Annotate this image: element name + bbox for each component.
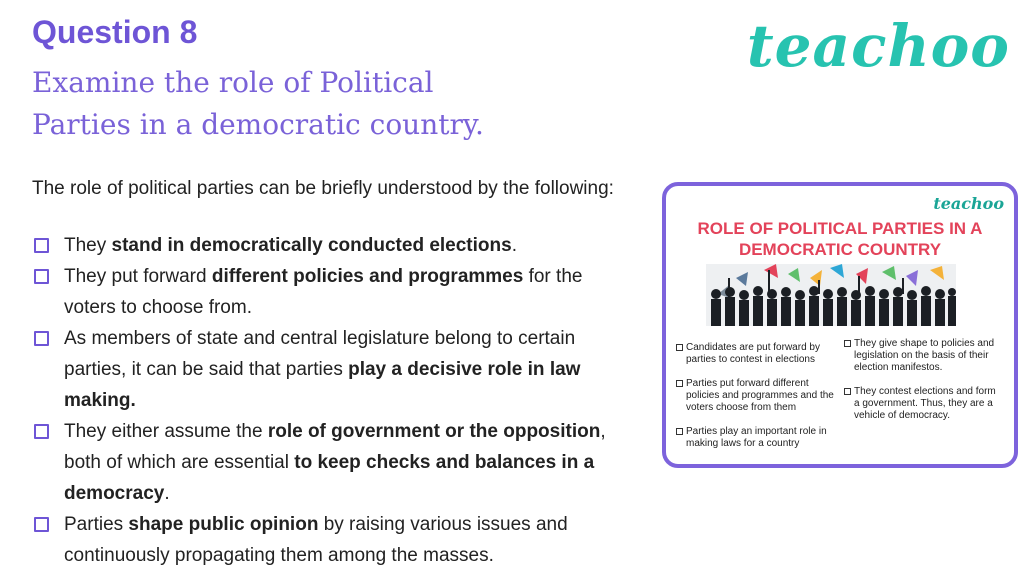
answer-point [32, 323, 632, 416]
point-text: by raising various issues and continuously propagating them among the masses. [64, 514, 568, 566]
crowd-illustration [706, 264, 956, 326]
card-brand-logo: teachoo [933, 194, 1004, 213]
checkbox-bullet-icon [34, 238, 49, 253]
emphasis-text: to keep checks and balances in a democracy [64, 452, 595, 504]
question-line: Parties in a democratic country. [32, 108, 484, 141]
answer-points [32, 230, 632, 571]
point-text: They [64, 235, 112, 256]
card-title [666, 218, 1014, 260]
checkbox-bullet-icon [34, 269, 49, 284]
card-right-column [844, 338, 1004, 434]
point-text: . [164, 483, 170, 504]
point-text: . [511, 235, 517, 256]
card-item-text: Candidates are put forward by parties to contest in elections [686, 342, 820, 365]
card-list-item [676, 342, 836, 366]
card-title-line: DEMOCRATIC COUNTRY [738, 240, 942, 259]
question-heading: Question 8 [32, 14, 198, 50]
card-item-text: They give shape to policies and legislation on the basis of their election manifestos. [854, 338, 995, 373]
point-text: They put forward [64, 266, 212, 287]
infographic-card [662, 182, 1018, 468]
checkbox-bullet-icon [34, 424, 49, 439]
checkbox-bullet-icon [676, 428, 683, 435]
emphasis-text: stand in democratically conducted elections [111, 235, 512, 256]
emphasis-text: play a decisive role in law making. [64, 359, 581, 411]
card-list-item [676, 426, 836, 450]
answer-point [32, 509, 632, 571]
card-item-text: Parties put forward different policies and programmes and the voters choose from them [686, 378, 834, 413]
emphasis-text: shape public opinion [128, 514, 319, 535]
point-text: , both of which are essential [64, 421, 606, 473]
answer-point [32, 416, 632, 509]
checkbox-bullet-icon [34, 517, 49, 532]
intro-text: The role of political parties can be briefly understood by the following: [32, 178, 614, 199]
point-text: Parties [64, 514, 129, 535]
card-left-column [676, 342, 836, 462]
question-line: Examine the role of Political [32, 66, 434, 99]
card-list-item [844, 338, 1004, 374]
card-list-item [676, 378, 836, 414]
card-item-text: Parties play an important role in making laws for a country [686, 426, 827, 449]
card-title-line: ROLE OF POLITICAL PARTIES IN A [697, 219, 983, 238]
checkbox-bullet-icon [676, 380, 683, 387]
checkbox-bullet-icon [844, 388, 851, 395]
checkbox-bullet-icon [34, 331, 49, 346]
checkbox-bullet-icon [844, 340, 851, 347]
emphasis-text: role of government or the opposition [267, 421, 601, 442]
emphasis-text: different policies and programmes [211, 266, 524, 287]
answer-point [32, 230, 632, 261]
answer-point [32, 261, 632, 323]
checkbox-bullet-icon [676, 344, 683, 351]
point-text: They either assume the [64, 421, 268, 442]
card-list-item [844, 386, 1004, 422]
point-text: As members of state and central legislature belong to certain parties, it can be said that parties [64, 328, 576, 380]
card-item-text: They contest elections and form a government. Thus, they are a vehicle of democracy. [854, 386, 996, 421]
question-text [32, 62, 552, 146]
point-text: for the voters to choose from. [64, 266, 583, 318]
brand-logo: teachoo [746, 12, 1010, 80]
